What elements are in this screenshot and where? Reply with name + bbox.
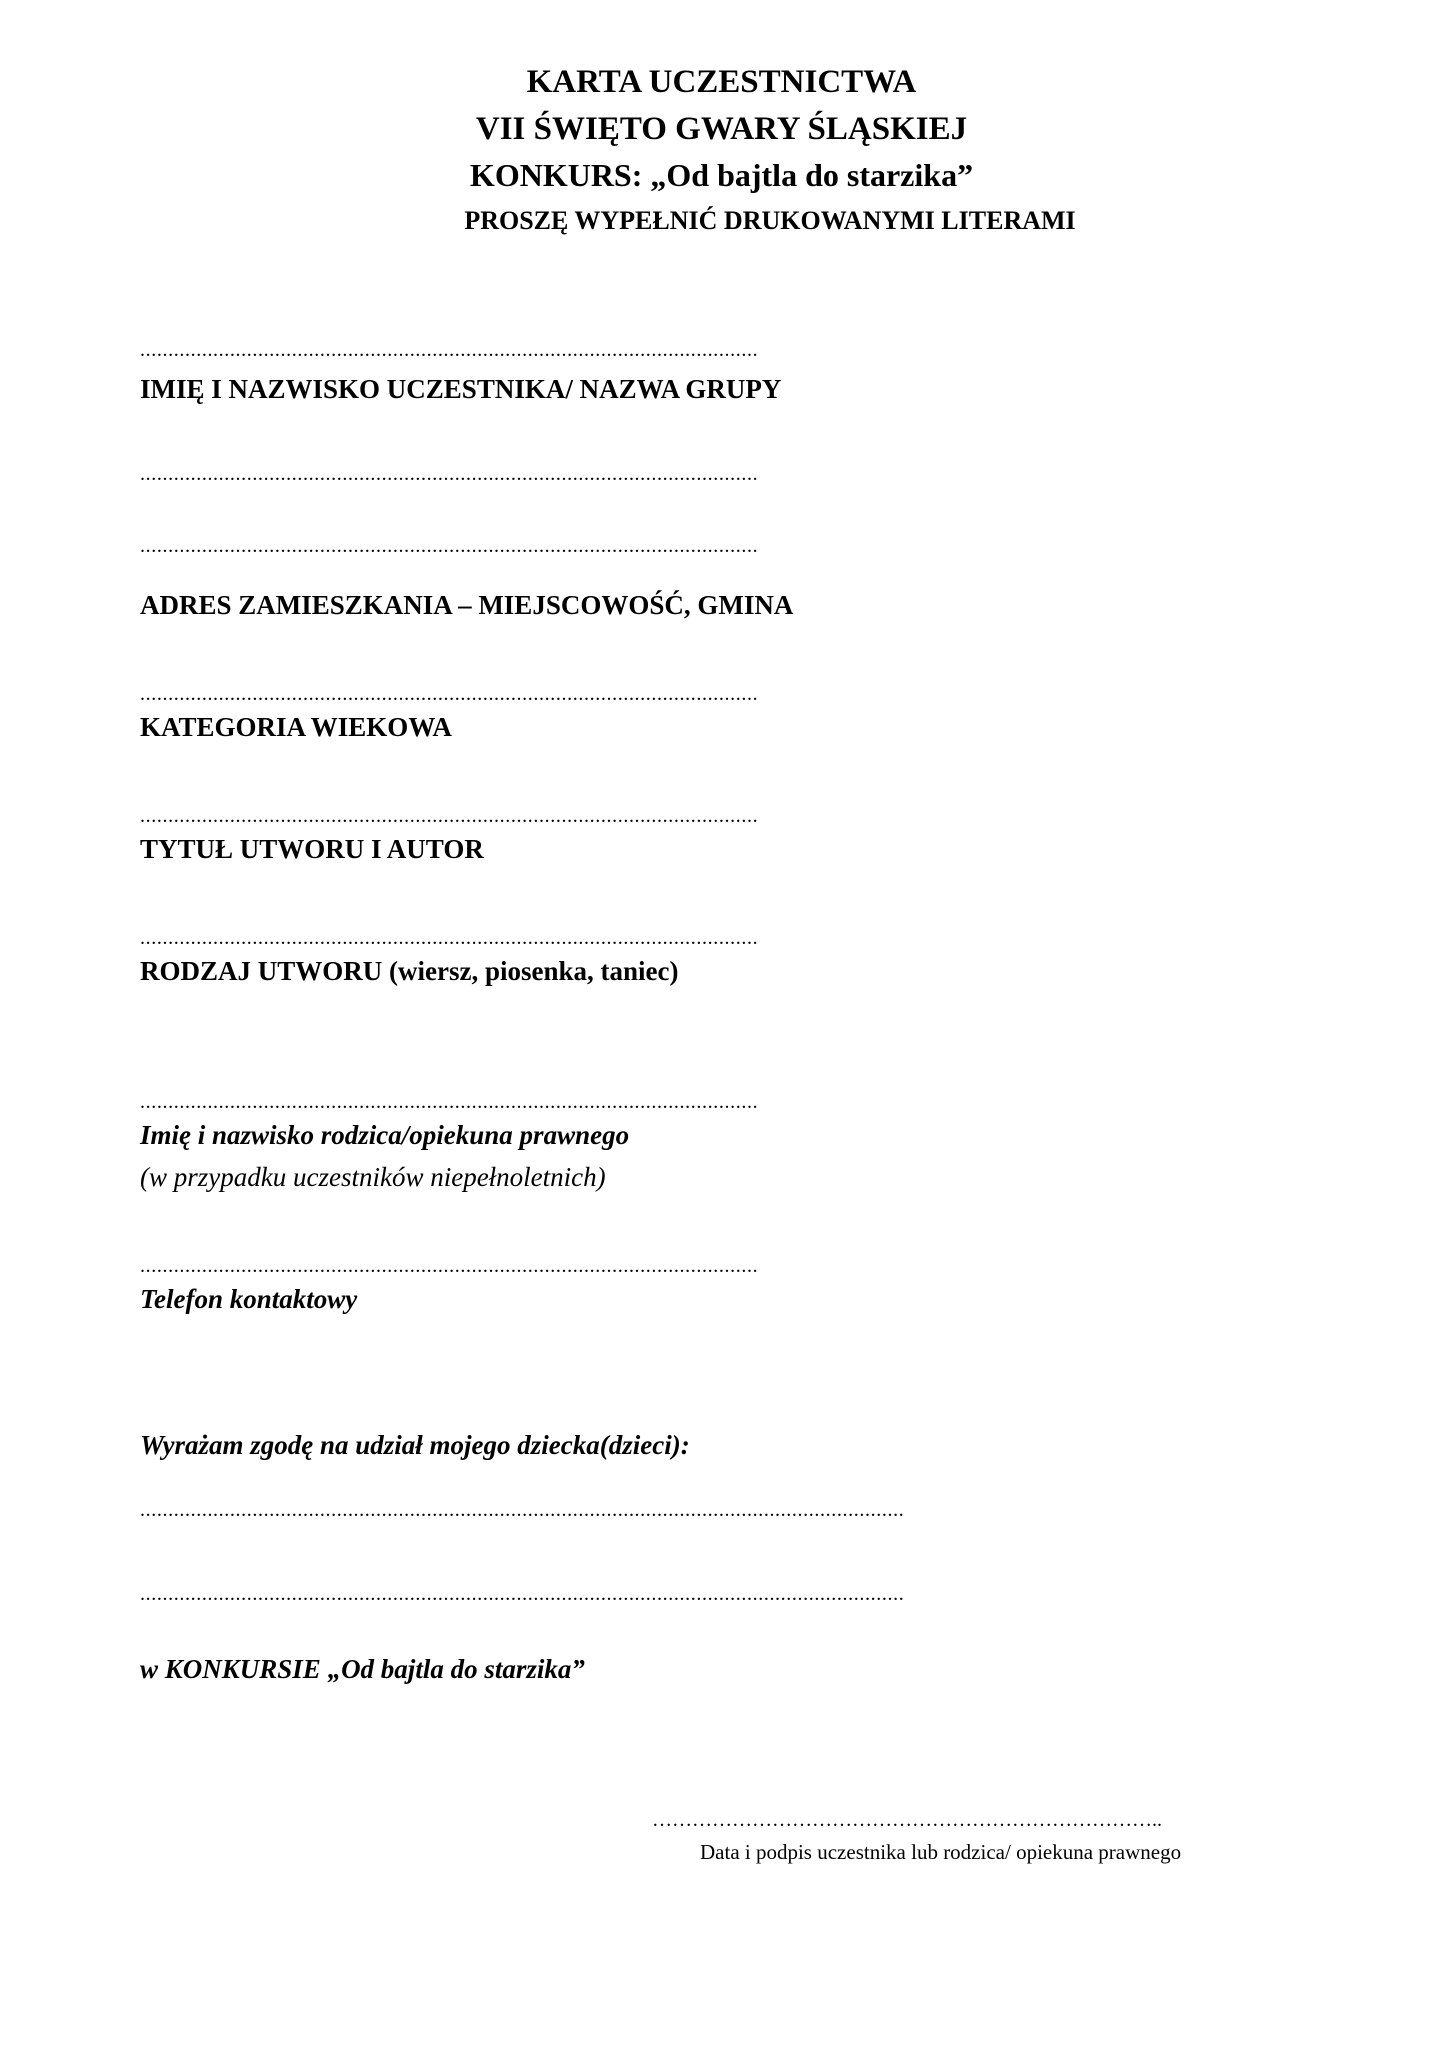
consent-fill-line-2[interactable]: ........................................................................................................................................ <box>140 1584 905 1604</box>
consent-text: Wyrażam zgodę na udział mojego dziecka(dzieci): <box>140 1430 690 1460</box>
address-label: ADRES ZAMIESZKANIA – MIEJSCOWOŚĆ, GMINA <box>140 590 794 620</box>
work-type-label: RODZAJ UTWORU (wiersz, piosenka, taniec) <box>140 956 679 986</box>
address-fill-line-2[interactable]: .............................................................................................................. <box>140 536 759 556</box>
participant-name-label: IMIĘ I NAZWISKO UCZESTNIKA/ NAZWA GRUPY <box>140 374 782 404</box>
work-type-fill-line[interactable]: .............................................................................................................. <box>140 928 759 948</box>
event-title: VII ŚWIĘTO GWARY ŚLĄSKIEJ <box>475 111 968 147</box>
phone-label: Telefon kontaktowy <box>140 1284 358 1314</box>
title-author-label: TYTUŁ UTWORU I AUTOR <box>140 834 484 864</box>
age-category-fill-line[interactable]: .............................................................................................................. <box>140 684 759 704</box>
consent-contest-text: w KONKURSIE „Od bajtla do starzika” <box>140 1654 585 1684</box>
guardian-fill-line[interactable]: .............................................................................................................. <box>140 1092 759 1112</box>
signature-fill-line[interactable]: ………………………………………………………………….. <box>652 1810 1162 1830</box>
contest-title: KONKURS: „Od bajtla do starzika” <box>469 157 974 193</box>
form-title: KARTA UCZESTNICTWA <box>526 64 917 100</box>
signature-label: Data i podpis uczestnika lub rodzica/ opiekuna prawnego <box>700 1840 1182 1864</box>
guardian-name-label: Imię i nazwisko rodzica/opiekuna prawnego <box>140 1120 630 1150</box>
age-category-label: KATEGORIA WIEKOWA <box>140 712 452 742</box>
guardian-note: (w przypadku uczestników niepełnoletnich) <box>140 1162 606 1192</box>
fill-instruction: PROSZĘ WYPEŁNIĆ DRUKOWANYMI LITERAMI <box>464 206 1076 235</box>
consent-fill-line-1[interactable]: ........................................................................................................................................ <box>140 1500 905 1520</box>
address-fill-line-1[interactable]: .............................................................................................................. <box>140 464 759 484</box>
title-author-fill-line[interactable]: .............................................................................................................. <box>140 806 759 826</box>
name-fill-line[interactable]: .............................................................................................................. <box>140 340 759 360</box>
phone-fill-line[interactable]: .............................................................................................................. <box>140 1256 759 1276</box>
